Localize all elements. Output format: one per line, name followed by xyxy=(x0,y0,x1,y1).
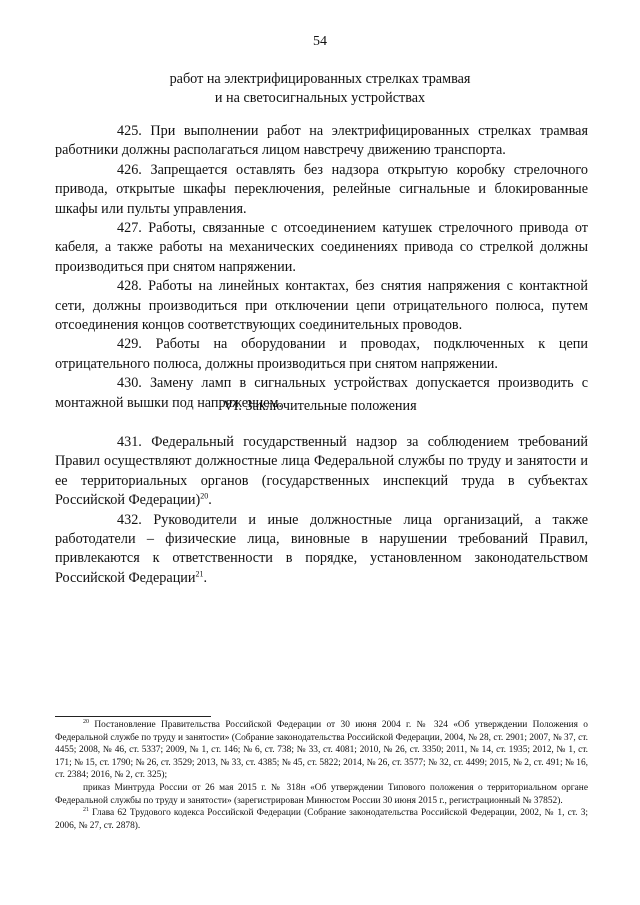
paragraph-429: 429. Работы на оборудовании и проводах, подключенных к цепи отрицательного полюса, должны производиться при снятом напряжении. xyxy=(55,336,588,372)
footnotes xyxy=(55,719,588,832)
section-heading-final-provisions: VI. Заключительные положения xyxy=(223,398,417,414)
page-number: 54 xyxy=(313,34,327,49)
section-body-tram-switches xyxy=(55,122,588,413)
section-heading-tram-switches xyxy=(55,70,585,108)
paragraph-431-text: 431. Федеральный государственный надзор за соблюдением требований Правил осуществляют должностные лица Федеральной службы по труду и занятости и ее территориальных органов (государственных инспекций труда в субъектах Российской Федерации) xyxy=(55,434,588,509)
footnote-ref-20[interactable]: 20 xyxy=(200,491,209,501)
paragraph-428: 428. Работы на линейных контактах, без снятия напряжения с контактной сети, должны производиться при отключении цепи отрицательного полюса, путем отсоединения концов соответствующих соединительных проводов. xyxy=(55,278,588,334)
footnote-20 xyxy=(55,719,588,782)
paragraph-432-text: 432. Руководители и иные должностные лица организаций, а также работодатели – физические лица, виновные в нарушении требований Правил, привлекаются к ответственности в порядке, установленном законодательством Российской Федерации xyxy=(55,511,588,586)
footnote-21 xyxy=(55,807,588,832)
footnote-ref-21[interactable]: 21 xyxy=(195,569,204,579)
footnote-20-continuation: приказ Минтруда России от 26 мая 2015 г. № 318н «Об утверждении Типового положения о территориальном органе Федеральной службы по труду и занятости» (зарегистрирован Минюстом России 30 июня 2015 г., регистрационный № 37852). xyxy=(55,782,588,806)
section-body-final-provisions xyxy=(55,433,588,588)
paragraph-430: 430. Замену ламп в сигнальных устройствах допускается производить с монтажной вышки под напряжением. xyxy=(55,375,588,411)
paragraph-432-end: . xyxy=(203,569,208,586)
footnote-21-text: Глава 62 Трудового кодекса Российской Федерации (Собрание законодательства Российской Федерации, 2002, № 1, ст. 3; 2006, № 27, ст. 2878). xyxy=(55,808,588,831)
paragraph-431-end: . xyxy=(208,492,212,509)
paragraph-425: 425. При выполнении работ на электрифицированных стрелках трамвая работники должны располагаться лицом навстречу движению транспорта. xyxy=(55,123,588,159)
footnote-21-mark: 21 xyxy=(83,807,89,814)
section-heading-line-2: и на светосигнальных устройствах xyxy=(214,90,426,106)
paragraph-426: 426. Запрещается оставлять без надзора открытую коробку стрелочного привода, открытые шкафы переключения, релейные сигнальные и блокированные шкафы или пульты управления. xyxy=(55,161,588,217)
footnote-divider xyxy=(55,716,211,717)
footnote-20-text: Постановление Правительства Российской Федерации от 30 июня 2004 г. № 324 «Об утверждении Положения о Федеральной службе по труду и занятости» (Собрание законодательства Российской Федерации, 2004, № 28, ст. 2901; 2007, № 37, ст. 4455; 2008, № 46, ст. 5337; 2009, № 1, ст. 146; № 6, ст. 738; № 33, ст. 4081; 2010, № 26, ст. 3350; 2011, № 14, ст. 1935; 2012, № 1, ст. 171; № 15, ст. 1790; № 26, ст. 3529; 2013, № 33, ст. 4385; № 45, ст. 5822; 2014, № 26, ст. 3577; № 32, ст. 4499; 2015, № 2, ст. 491; № 16, ст. 2384; 2016, № 2, ст. 325); xyxy=(55,720,588,781)
footnote-20-mark: 20 xyxy=(83,718,89,725)
paragraph-432 xyxy=(55,511,588,589)
paragraph-431 xyxy=(55,433,588,511)
section-heading-line-1: работ на электрифицированных стрелках трамвая xyxy=(169,71,471,87)
paragraph-427: 427. Работы, связанные с отсоединением катушек стрелочного привода от кабеля, а также работы на механических соединениях привода со стрелкой должны производиться при снятом напряжении. xyxy=(55,220,588,275)
